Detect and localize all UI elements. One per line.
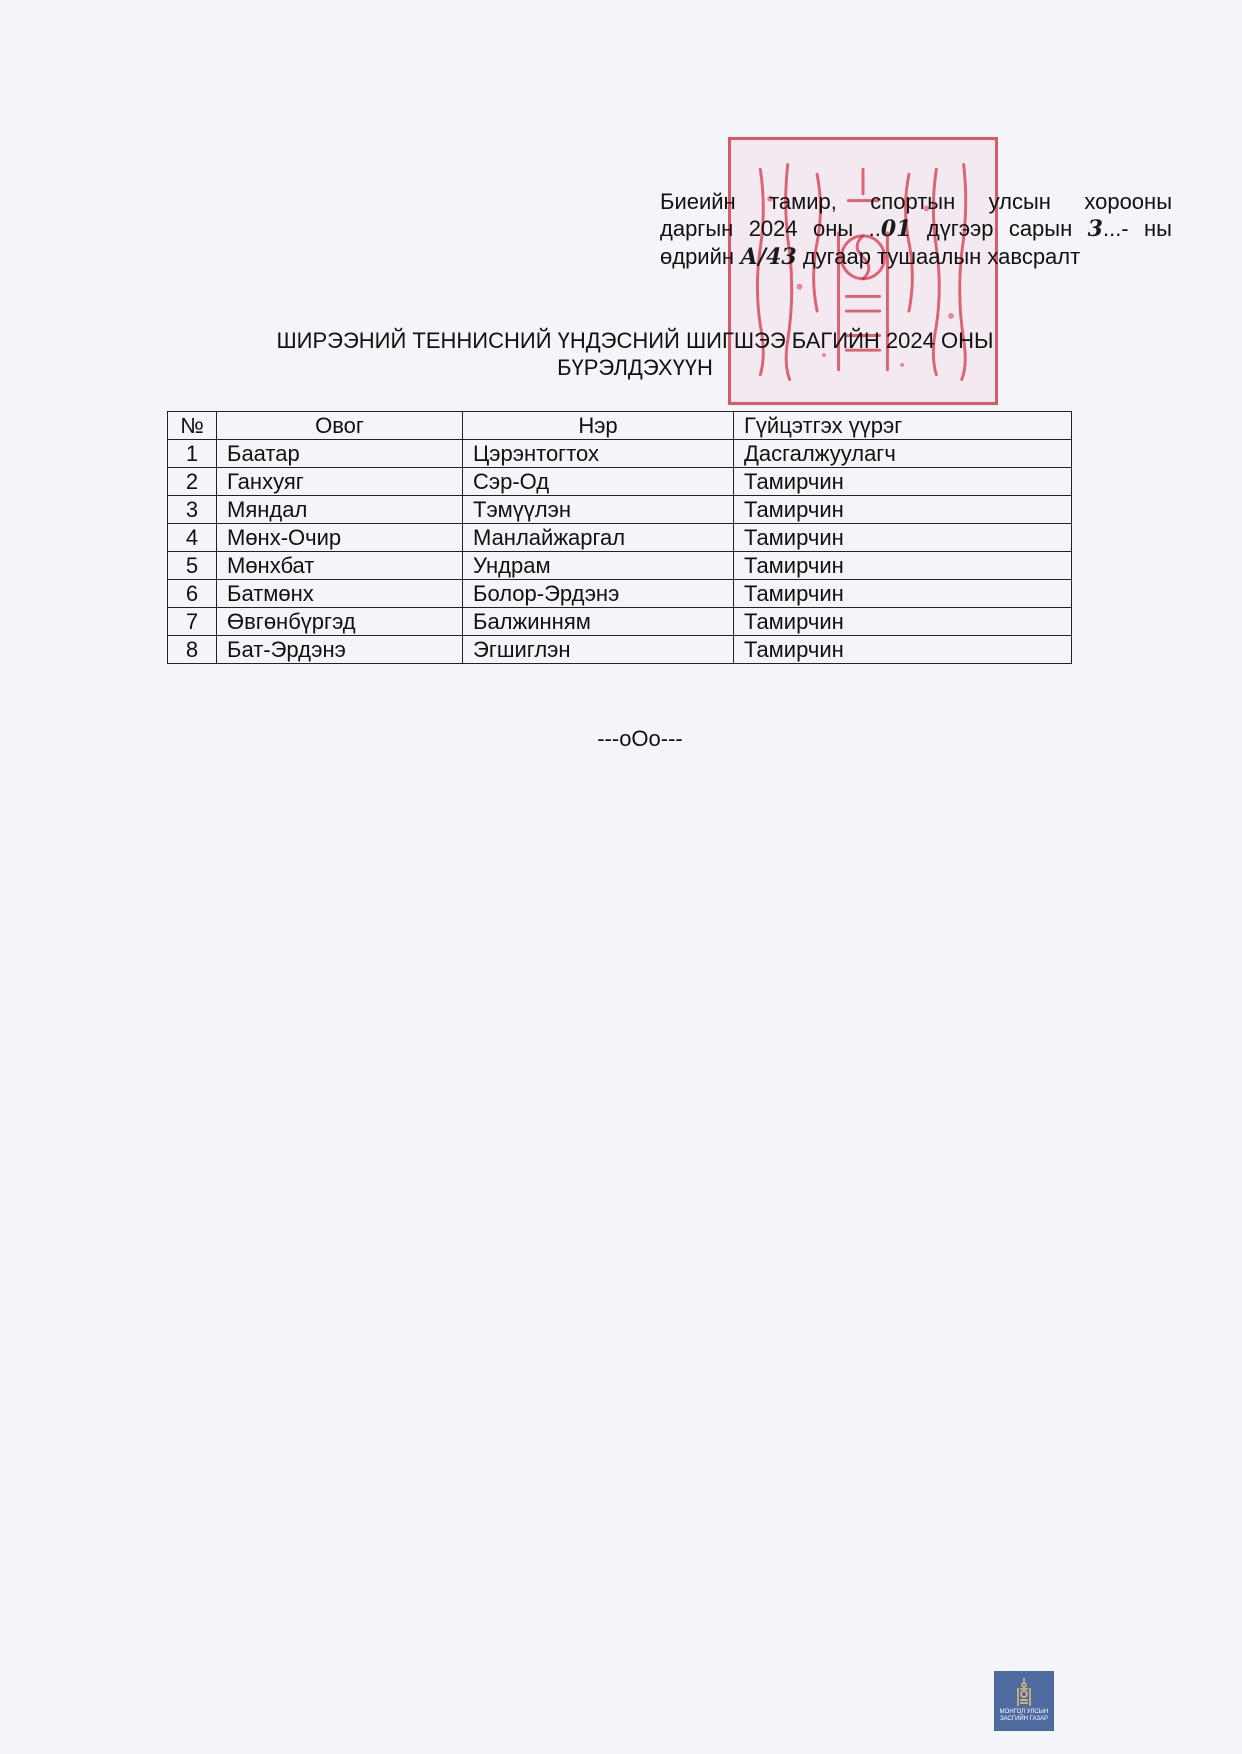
government-logo (994, 1671, 1054, 1731)
decree-line-3 (660, 243, 1172, 271)
cell-name: Манлайжаргал (463, 524, 734, 552)
table-row (168, 636, 1072, 664)
cell-name: Эгшиглэн (463, 636, 734, 664)
table-row (168, 552, 1072, 580)
decree-line-1: Биеийн тамир, спортын улсын хорооны (660, 189, 1172, 214)
decree-line-2 (660, 215, 1172, 243)
table-row (168, 440, 1072, 468)
cell-number: 7 (168, 608, 217, 636)
cell-role: Тамирчин (734, 496, 1072, 524)
cell-name: Болор-Эрдэнэ (463, 580, 734, 608)
decree-day-text: ...- ны (1102, 216, 1172, 241)
cell-surname: Батмөнх (217, 580, 463, 608)
cell-number: 2 (168, 468, 217, 496)
header-role: Гүйцэтгэх үүрэг (734, 412, 1072, 440)
decree-reference (660, 188, 1172, 271)
cell-surname: Мөнхбат (217, 552, 463, 580)
cell-role: Тамирчин (734, 552, 1072, 580)
header-number: № (168, 412, 217, 440)
cell-surname: Мөнх-Очир (217, 524, 463, 552)
decree-year-text: даргын 2024 оны .. (660, 216, 881, 241)
end-mark: ---oOo--- (597, 726, 683, 751)
document-title (200, 327, 1070, 381)
cell-surname: Өвгөнбүргэд (217, 608, 463, 636)
cell-surname: Бат-Эрдэнэ (217, 636, 463, 664)
cell-surname: Ганхуяг (217, 468, 463, 496)
cell-name: Сэр-Од (463, 468, 734, 496)
decree-date-text: өдрийн (660, 244, 741, 269)
cell-number: 1 (168, 440, 217, 468)
table-header-row (168, 412, 1072, 440)
cell-name: Ундрам (463, 552, 734, 580)
header-name: Нэр (463, 412, 734, 440)
handwritten-order-number: А/43 (740, 244, 797, 270)
cell-name: Цэрэнтогтох (463, 440, 734, 468)
cell-number: 4 (168, 524, 217, 552)
cell-number: 3 (168, 496, 217, 524)
table-row (168, 496, 1072, 524)
cell-name: Тэмүүлэн (463, 496, 734, 524)
table-row (168, 608, 1072, 636)
decree-annex-text: дугаар тушаалын хавсралт (796, 244, 1081, 269)
cell-name: Балжинням (463, 608, 734, 636)
cell-role: Тамирчин (734, 468, 1072, 496)
title-line-1: ШИРЭЭНИЙ ТЕННИСНИЙ ҮНДЭСНИЙ ШИГШЭЭ БАГИЙН 2024 ОНЫ (276, 328, 994, 353)
handwritten-month: 01 (880, 216, 912, 242)
title-line-2: БҮРЭЛДЭХҮҮН (557, 355, 713, 380)
handwritten-day: 3 (1087, 216, 1103, 242)
table-row (168, 524, 1072, 552)
cell-number: 5 (168, 552, 217, 580)
cell-role: Тамирчин (734, 524, 1072, 552)
header-surname: Овог (217, 412, 463, 440)
team-roster-table (167, 411, 1072, 664)
cell-role: Тамирчин (734, 608, 1072, 636)
decree-month-text: дүгээр сарын (911, 216, 1088, 241)
soyombo-emblem-icon (1014, 1677, 1034, 1707)
cell-surname: Баатар (217, 440, 463, 468)
cell-role: Дасгалжуулагч (734, 440, 1072, 468)
cell-number: 6 (168, 580, 217, 608)
cell-role: Тамирчин (734, 636, 1072, 664)
cell-number: 8 (168, 636, 217, 664)
table-row (168, 580, 1072, 608)
table-row (168, 468, 1072, 496)
cell-surname: Мяндал (217, 496, 463, 524)
cell-role: Тамирчин (734, 580, 1072, 608)
logo-caption: МОНГОЛ УЛСЫН ЗАСГИЙН ГАЗАР (999, 1709, 1049, 1722)
